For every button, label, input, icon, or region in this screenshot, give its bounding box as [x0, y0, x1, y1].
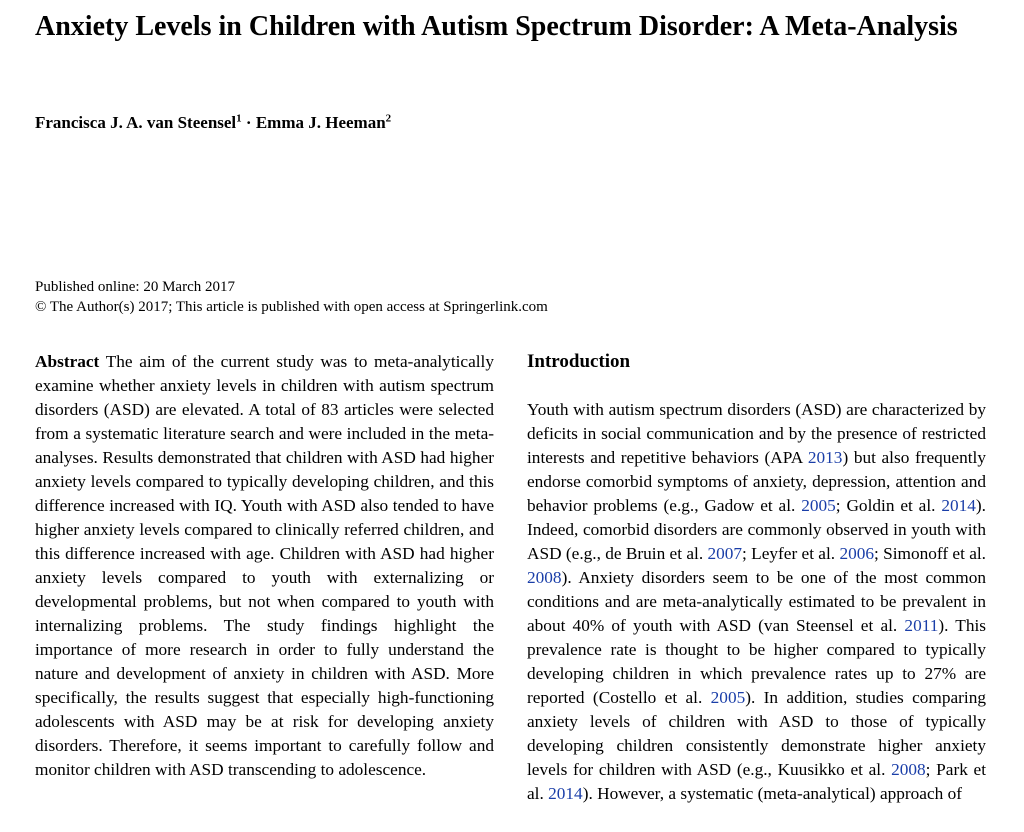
citation-link[interactable]: 2014	[548, 784, 583, 803]
introduction-text: ). In addition, studies comparing anxiety levels of children with ASD to those of typically developing children consistently demonstrate higher anxiety levels for children with ASD (e.g., Kuusikko et al.	[527, 688, 986, 779]
section-heading-introduction: Introduction	[527, 351, 631, 372]
author-affiliation-marker: 2	[385, 112, 392, 125]
introduction-text: ). Anxiety disorders seem to be one of the most common conditions and are meta-analytically estimated to be prevalent in about 40% of youth with ASD (van Steensel et al.	[527, 568, 986, 635]
introduction-text: ; Park et al.	[527, 760, 986, 803]
author-name: Francisca J. A. van Steensel	[35, 113, 237, 132]
author-affiliation-marker: 1	[236, 112, 242, 125]
introduction-text: ; Simonoff et al.	[874, 544, 986, 563]
paper-title: Anxiety Levels in Children with Autism Spectrum Disorder: A Meta-Analysis	[35, 11, 958, 42]
abstract-label: Abstract	[35, 352, 100, 371]
publication-info	[35, 277, 548, 317]
citation-link[interactable]: 2014	[941, 496, 976, 515]
citation-link[interactable]: 2013	[807, 448, 843, 467]
citation-link[interactable]: 2005	[710, 688, 746, 707]
introduction-text: Youth with autism spectrum disorders (ASD) are characterized by deficits in social communication and by the presence of restricted interests and repetitive behaviors (APA	[527, 400, 986, 467]
citation-link[interactable]: 2006	[839, 544, 874, 563]
author-list	[35, 112, 391, 134]
introduction-text: ). Indeed, comorbid disorders are commonly observed in youth with ASD (e.g., de Bruin et al.	[527, 496, 986, 563]
copyright-notice: © The Author(s) 2017; This article is published with open access at Springerlink.com	[35, 299, 548, 315]
citation-link[interactable]: 2005	[801, 496, 836, 515]
abstract-text: The aim of the current study was to meta-analytically examine whether anxiety levels in children with autism spectrum disorders (ASD) are elevated. A total of 83 articles were selected from a systematic literature search and were included in the meta-analyses. Results demonstrated that children with ASD had higher anxiety levels compared to typically developing children, and this difference increased with IQ. Youth with ASD also tended to have higher anxiety levels compared to clinically referred children, and this difference increased with age. Children with ASD had higher anxiety levels compared to youth with externalizing or developmental problems, but not when compared to youth with internalizing problems. The study findings highlight the importance of more research in order to fully understand the nature and development of anxiety in children with ASD. More specifically, the results suggest that especially high-functioning adolescents with ASD may be at risk for developing anxiety disorders. Therefore, it seems important to carefully follow and monitor children with ASD transcending to adolescence.	[35, 352, 495, 779]
citation-link[interactable]: 2008	[891, 760, 926, 779]
citation-link[interactable]: 2007	[707, 544, 743, 563]
citation-link[interactable]: 2011	[904, 616, 939, 635]
author-separator: ·	[241, 113, 256, 132]
published-date: Published online: 20 March 2017	[35, 279, 235, 295]
introduction-body	[527, 398, 986, 806]
introduction-text: ) but also frequently endorse comorbid symptoms of anxiety, depression, attention and behavior problems (e.g., Gadow et al.	[527, 448, 986, 515]
abstract	[35, 350, 494, 782]
author-name: Emma J. Heeman	[255, 113, 386, 132]
introduction-text: ; Goldin et al.	[835, 496, 942, 515]
introduction-text: ; Leyfer et al.	[742, 544, 840, 563]
citation-link[interactable]: 2008	[527, 568, 562, 587]
introduction-text: ). However, a systematic (meta-analytical) approach of	[582, 784, 963, 803]
introduction-text: ). This prevalence rate is thought to be higher compared to typically developing children in which prevalence rates up to 27% are reported (Costello et al.	[527, 616, 986, 707]
